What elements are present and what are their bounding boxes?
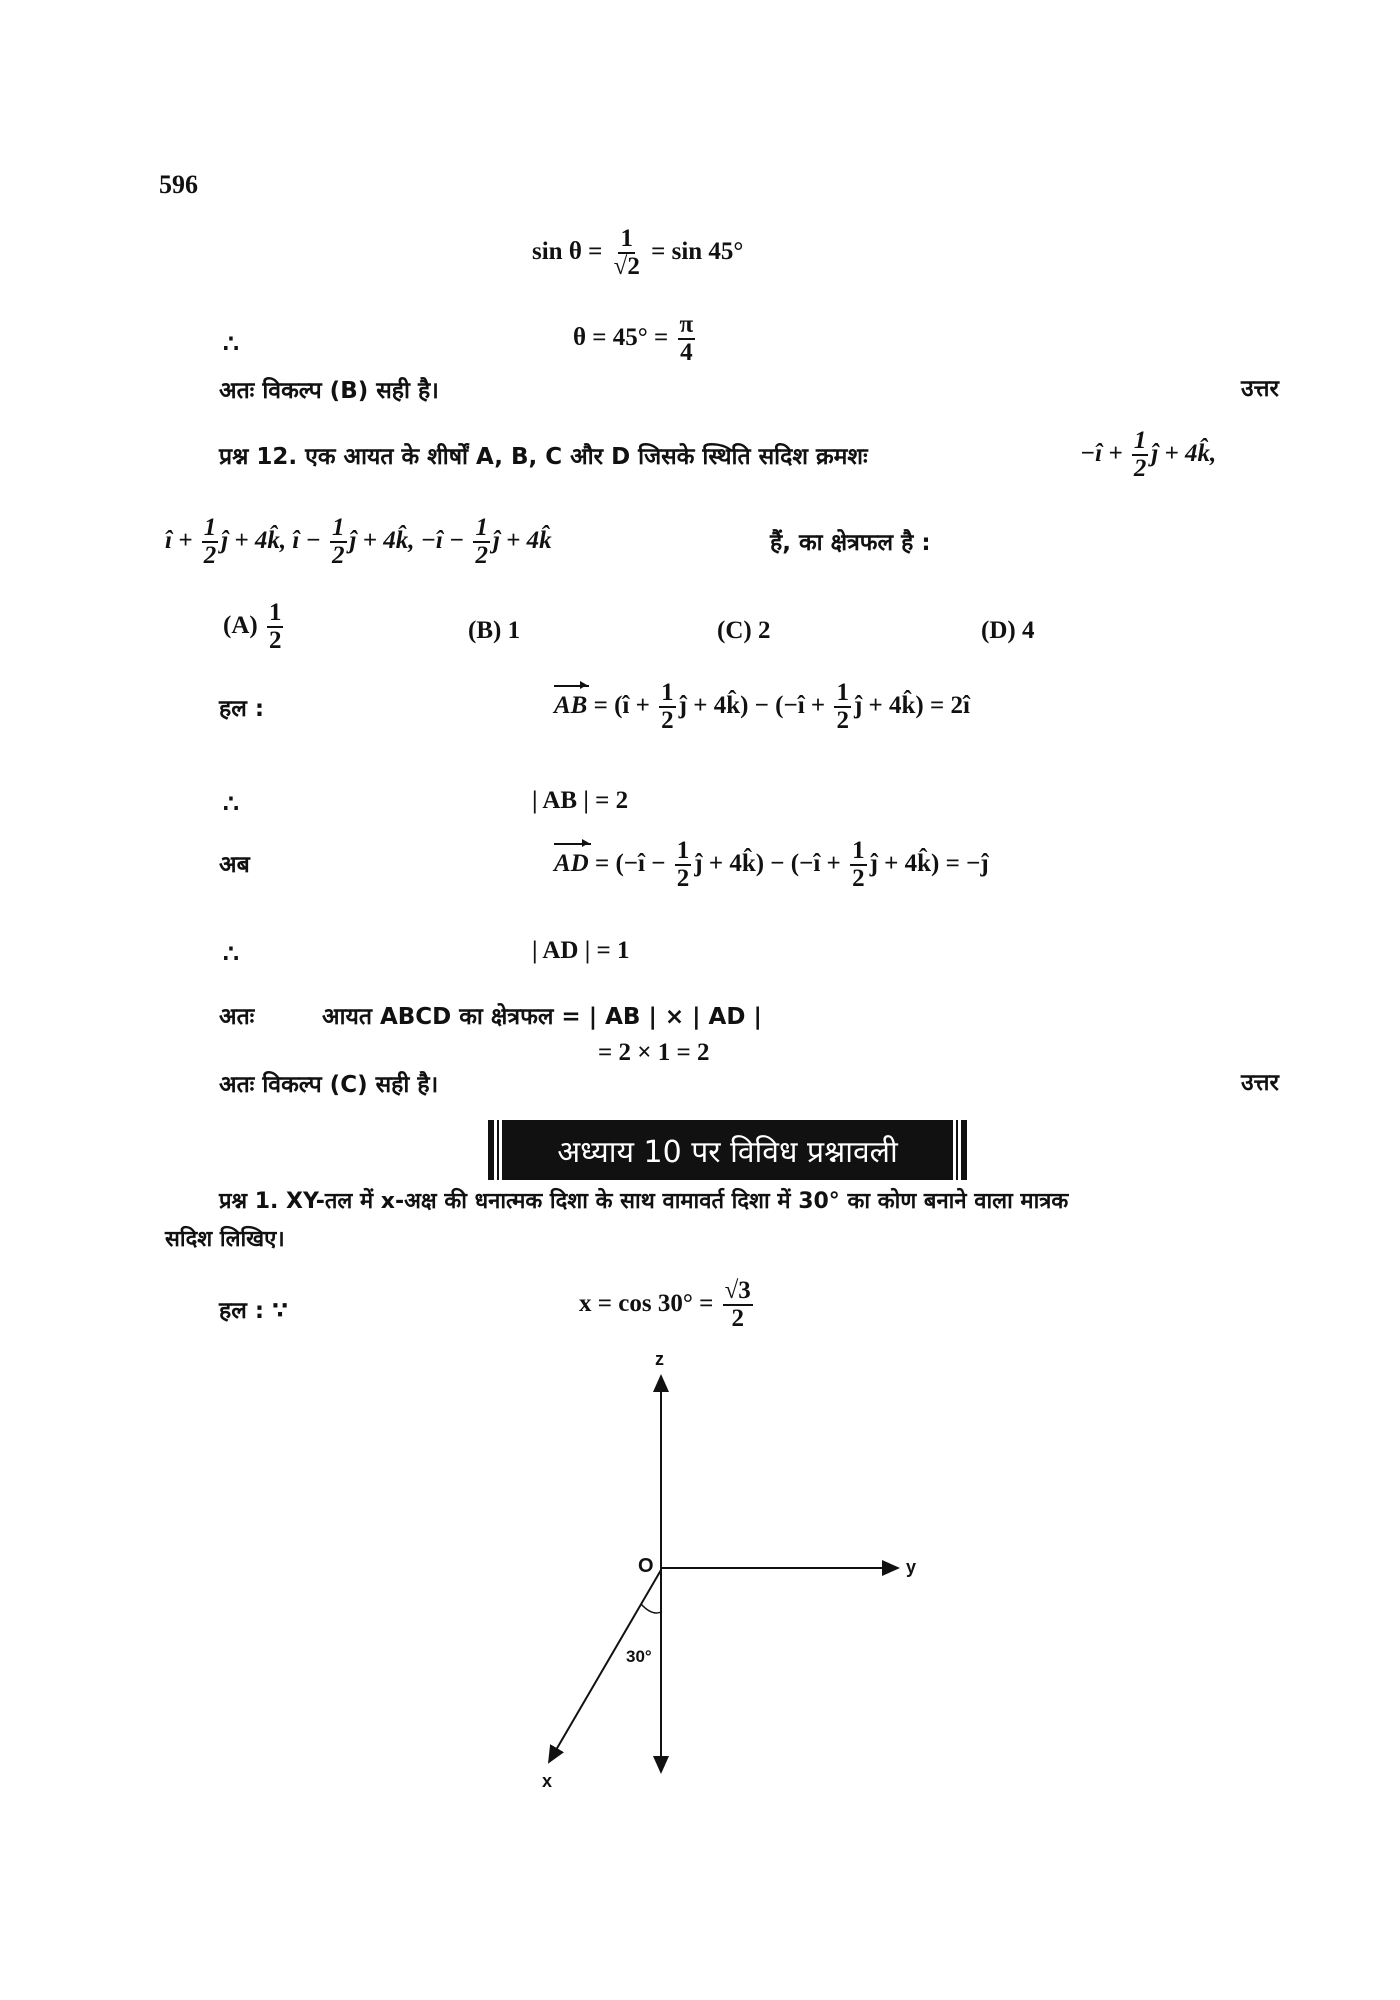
denominator: 2 xyxy=(661,707,674,735)
expr-text: x = cos 30° = xyxy=(579,1289,720,1317)
expr-text: î + xyxy=(165,526,199,554)
page-number: 596 xyxy=(159,170,198,199)
expr-text: = (î + xyxy=(587,691,657,719)
denominator: 2 xyxy=(852,865,865,893)
numerator: 1 xyxy=(659,680,676,708)
origin-label: O xyxy=(638,1555,654,1577)
angle-arc xyxy=(641,1604,661,1613)
numerator: √3 xyxy=(723,1278,753,1306)
conclusion-b: अतः विकल्प (B) सही है। xyxy=(219,378,439,404)
x-label: x xyxy=(542,1771,553,1791)
numerator: 1 xyxy=(850,838,867,866)
numerator: 1 xyxy=(675,838,692,866)
area-formula: आयत ABCD का क्षेत्रफल = | AB | × | AD | xyxy=(322,1004,762,1030)
numerator: π xyxy=(678,312,696,340)
numerator: 1 xyxy=(267,600,284,628)
solution-label: हल : xyxy=(219,696,265,722)
expr-text: (A) xyxy=(223,611,264,639)
denominator: 2 xyxy=(836,707,849,735)
expr-text: = (−î − xyxy=(588,849,672,877)
x-axis xyxy=(549,1570,661,1762)
expr-text: (C) 2 xyxy=(717,617,771,644)
angle-label: 30° xyxy=(626,1647,652,1666)
denominator: √2 xyxy=(613,253,640,281)
denominator: 2 xyxy=(676,865,690,893)
expr-text: = sin 45° xyxy=(644,237,744,265)
numerator: 1 xyxy=(202,515,219,543)
expr-text: ĵ + 4k̂) − (−î + xyxy=(678,691,832,719)
numerator: 1 xyxy=(618,226,635,254)
vector-ad: AD xyxy=(554,849,589,877)
expr-text: ĵ + 4k̂, −î − xyxy=(349,526,471,554)
expr-text: ĵ + 4k̂) = −ĵ xyxy=(869,849,989,877)
question-1-line-1: प्रश्न 1. XY-तल में x-अक्ष की धनात्मक दिशा के साथ वामावर्त दिशा में 30° का कोण बनाने वाला मात्रक xyxy=(219,1189,1069,1214)
expr-text: (D) 4 xyxy=(981,617,1035,644)
question-1-line-2: सदिश लिखिए। xyxy=(165,1227,285,1252)
expr-text: ĵ + 4k̂, xyxy=(1151,439,1217,467)
denominator: 2 xyxy=(1133,455,1147,483)
numerator: 1 xyxy=(834,680,851,708)
section-banner: अध्याय 10 पर विविध प्रश्नावली xyxy=(494,1120,961,1180)
conclusion-c: अतः विकल्प (C) सही है। xyxy=(219,1072,439,1098)
question-12-tail: हैं, का क्षेत्रफल है : xyxy=(770,530,931,556)
denominator: 2 xyxy=(268,627,282,655)
expr-text: −î + xyxy=(1080,439,1129,467)
denominator: 4 xyxy=(680,339,693,367)
expr-text: (B) 1 xyxy=(468,617,521,644)
y-label: y xyxy=(906,1557,917,1577)
answer-label: उत्तर xyxy=(1241,1070,1279,1096)
denominator: 2 xyxy=(203,542,217,570)
expr-text: θ = 45° = xyxy=(573,323,675,351)
question-12-text: प्रश्न 12. एक आयत के शीर्षों A, B, C और D जिसके स्थिति सदिश क्रमशः xyxy=(219,444,868,470)
denominator: 2 xyxy=(475,542,488,570)
expr-text: ĵ + 4k̂) − (−î + xyxy=(694,849,848,877)
expr-text: ĵ + 4k̂, î − xyxy=(221,526,327,554)
expr-text: ĵ + 4k̂ xyxy=(492,526,552,554)
ad-magnitude: | AD | = 1 xyxy=(532,937,630,964)
expr-text: sin θ = xyxy=(532,237,609,265)
hence-label: अतः xyxy=(219,1004,255,1030)
numerator: 1 xyxy=(473,515,490,543)
answer-label: उत्तर xyxy=(1241,376,1279,402)
denominator: 2 xyxy=(731,1305,744,1333)
therefore-symbol: ∴ xyxy=(223,331,239,358)
vector-ab: AB xyxy=(554,691,588,719)
therefore-symbol: ∴ xyxy=(223,941,239,968)
solution-label: हल : ∵ xyxy=(219,1298,289,1324)
z-label: z xyxy=(655,1349,664,1369)
numerator: 1 xyxy=(330,515,347,543)
numerator: 1 xyxy=(1132,428,1149,456)
expr-text: ĵ + 4k̂) = 2î xyxy=(853,691,970,719)
therefore-symbol: ∴ xyxy=(223,791,239,818)
area-result: = 2 × 1 = 2 xyxy=(598,1039,710,1066)
now-label: अब xyxy=(219,852,250,878)
denominator: 2 xyxy=(332,542,345,570)
ab-magnitude: | AB | = 2 xyxy=(532,787,629,814)
